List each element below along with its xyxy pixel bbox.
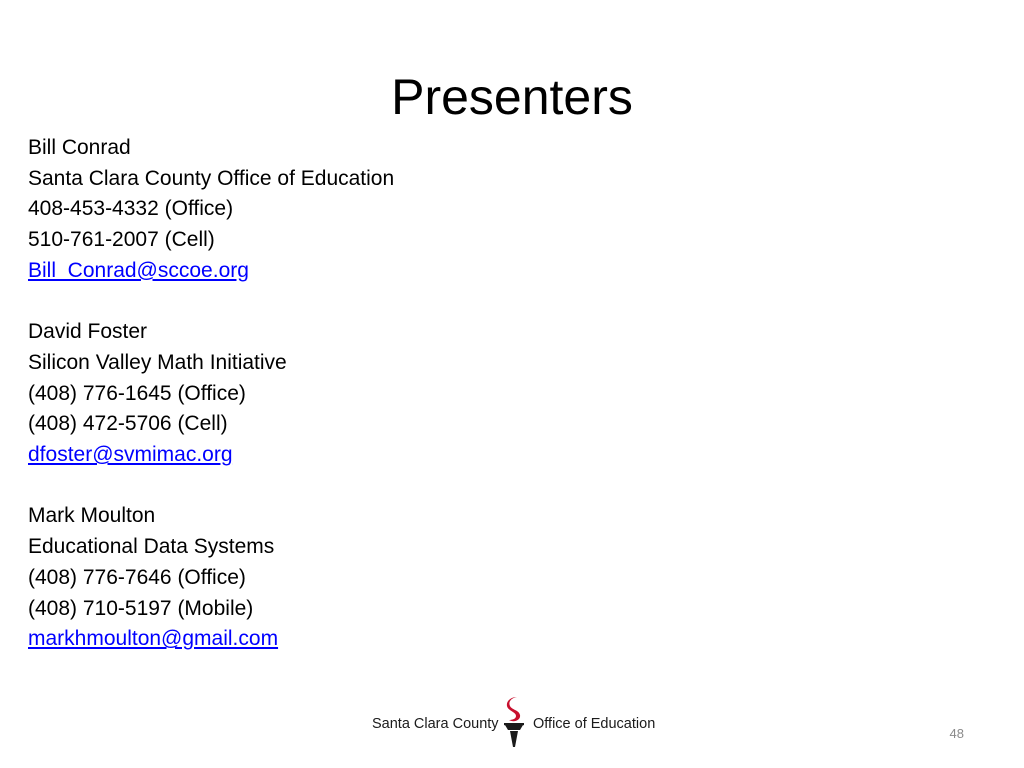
logo-right-text: Office of Education: [533, 716, 656, 732]
presenter-office-phone: (408) 776-7646 (Office): [28, 565, 246, 589]
presenter-david-foster: [28, 317, 928, 471]
presenter-name: Bill Conrad: [28, 136, 131, 159]
slide-title: Presenters: [391, 69, 633, 125]
presenter-list: [28, 133, 928, 686]
presenter-mark-moulton: [28, 501, 928, 655]
presenter-bill-conrad: [28, 133, 928, 287]
presenter-email-link[interactable]: dfoster@svmimac.org: [28, 443, 233, 467]
sccoe-footer-logo: [370, 695, 670, 749]
page-number: 48: [949, 726, 964, 741]
presenter-mobile-phone: (408) 710-5197 (Mobile): [28, 596, 254, 620]
presenter-organization: Santa Clara County Office of Education: [28, 166, 395, 190]
presenter-office-phone: 408-453-4332 (Office): [28, 197, 234, 221]
presenter-email-link[interactable]: Bill_Conrad@sccoe.org: [28, 258, 249, 282]
presenter-name: Mark Moulton: [28, 504, 156, 528]
presenter-organization: Educational Data Systems: [28, 535, 275, 559]
presenter-name: David Foster: [28, 320, 148, 344]
logo-left-text: Santa Clara County: [372, 716, 499, 732]
presenter-organization: Silicon Valley Math Initiative: [28, 350, 287, 374]
presenter-cell-phone: (408) 472-5706 (Cell): [28, 412, 228, 436]
presenter-office-phone: (408) 776-1645 (Office): [28, 381, 246, 405]
torch-logo-icon: [501, 695, 527, 749]
presenter-email-link[interactable]: markhmoulton@gmail.com: [28, 627, 279, 651]
presenter-cell-phone: 510-761-2007 (Cell): [28, 228, 215, 252]
